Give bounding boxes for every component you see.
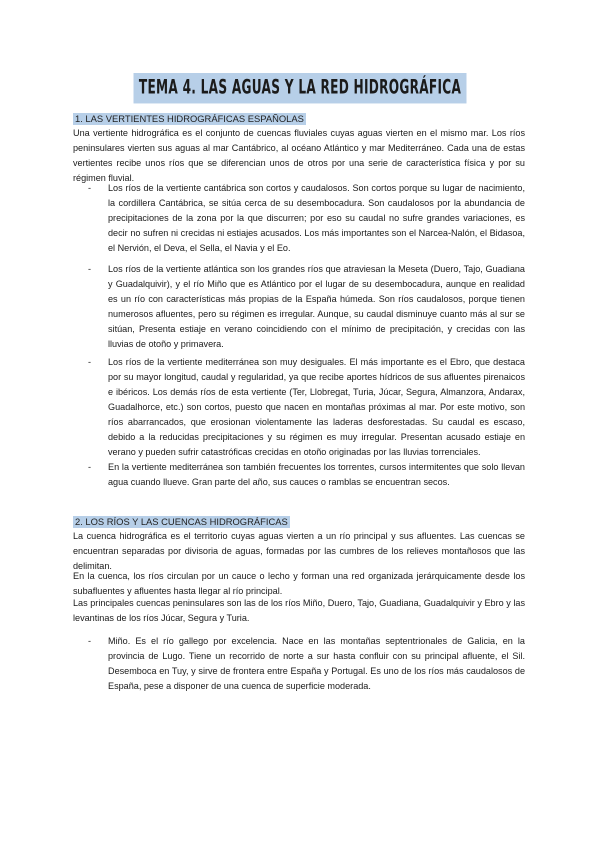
- bullet-marker: -: [88, 357, 92, 367]
- section-2-heading: 2. LOS RÍOS Y LAS CUENCAS HIDROGRÁFICAS: [75, 516, 288, 527]
- bullet-text: Miño. Es el río gallego por excelencia. Nace en las montañas septentrionales de Galicia, en la provincia de Lugo. Tiene un recorrido de norte a sur hasta confluir con su principal afluente, el Sil. Desemboca en Tuy, y sirve de frontera entre España y Portugal. Es uno de los ríos más caudalosos de España, pese a disponer de una cuenca de superficie moderada.: [108, 636, 525, 691]
- bullet-marker: -: [88, 264, 92, 274]
- bullet-text: Los ríos de la vertiente atlántica son los grandes ríos que atraviesan la Meseta (Duero, Tajo, Guadiana y Guadalquivir), y el río Miño que es Atlántico por el lugar de su desembocadura, aunque en realidad es un río con características más propias de la España húmeda. Son ríos caudalosos, porque tienen numerosos afluentes, pero su régimen es irregular. Aunque, su caudal disminuye cuanto más al sur se sitúan, Presenta estiaje en verano coincidiendo con el mínimo de precipitación, y crecidas con las lluvias de otoño y primavera.: [108, 264, 525, 349]
- bullet-text: En la vertiente mediterránea son también frecuentes los torrentes, cursos intermitentes que solo llevan agua cuando llueve. Gran parte del año, sus cauces o ramblas se encuentran secos.: [108, 462, 525, 487]
- bullet-marker: -: [88, 462, 92, 472]
- bullet-marker: -: [88, 636, 92, 646]
- section-2-paragraph-3: Las principales cuencas peninsulares son las de los ríos Miño, Duero, Tajo, Guadiana, Guadalquivir y Ebro y las levantinas de los ríos Júcar, Segura y Turia.: [73, 598, 525, 623]
- section-1-heading: 1. LAS VERTIENTES HIDROGRÁFICAS ESPAÑOLAS: [75, 113, 304, 124]
- section-1-intro: Una vertiente hidrográfica es el conjunto de cuencas fluviales cuyas aguas vierten en el mismo mar. Los ríos peninsulares vierten sus aguas al mar Cantábrico, al océano Atlántico y mar Mediterráneo. Cada una de estas vertientes recibe unos ríos que se diferencian unos de otros por una serie de característica física y por su régimen fluvial.: [73, 128, 525, 183]
- bullet-text: Los ríos de la vertiente cantábrica son cortos y caudalosos. Son cortos porque su lugar de nacimiento, la cordillera Cantábrica, se sitúa cerca de su desembocadura. Son caudalosos por la abundancia de precipitaciones de la zona por la que discurren; por eso su caudal no sufre grandes variaciones, es decir no sufren ni crecidas ni estiajes acusados. Los más importantes son el Narcea-Nalón, el Bidasoa, el Nervión, el Deva, el Sella, el Navia y el Eo.: [108, 183, 525, 253]
- title-container: [0, 73, 600, 100]
- page-title: TEMA 4. LAS AGUAS Y LA RED HIDROGRÁFICA: [133, 73, 466, 103]
- section-2-paragraph-1: La cuenca hidrográfica es el territorio cuyas aguas vierten a un río principal y sus afluentes. Las cuencas se encuentran separadas por divisoria de aguas, formadas por las cumbres de los relieves montañosos que las delimitan.: [73, 531, 525, 571]
- bullet-text: Los ríos de la vertiente mediterránea son muy desiguales. El más importante es el Ebro, que destaca por su mayor longitud, caudal y regularidad, ya que recibe aportes hídricos de sus afluentes pirenaicos e ibéricos. Los demás ríos de esta vertiente (Ter, Llobregat, Turia, Júcar, Segura, Almanzora, Andarax, Guadalhorce, etc.) son cortos, puesto que nacen en montañas próximas al mar. Por este motivo, son ríos abarrancados, que erosionan violentamente las laderas desforestadas. Su caudal es escaso, debido a la reducidas precipitaciones y su régimen es muy irregular. Presentan acusado estiaje en verano y pueden sufrir catastróficas crecidas en otoño originadas por las lluvias torrenciales.: [108, 357, 525, 457]
- section-2-paragraph-2: En la cuenca, los ríos circulan por un cauce o lecho y forman una red organizada jerárquicamente desde los subafluentes y afluentes hasta llegar al río principal.: [73, 571, 525, 596]
- bullet-marker: -: [88, 183, 92, 193]
